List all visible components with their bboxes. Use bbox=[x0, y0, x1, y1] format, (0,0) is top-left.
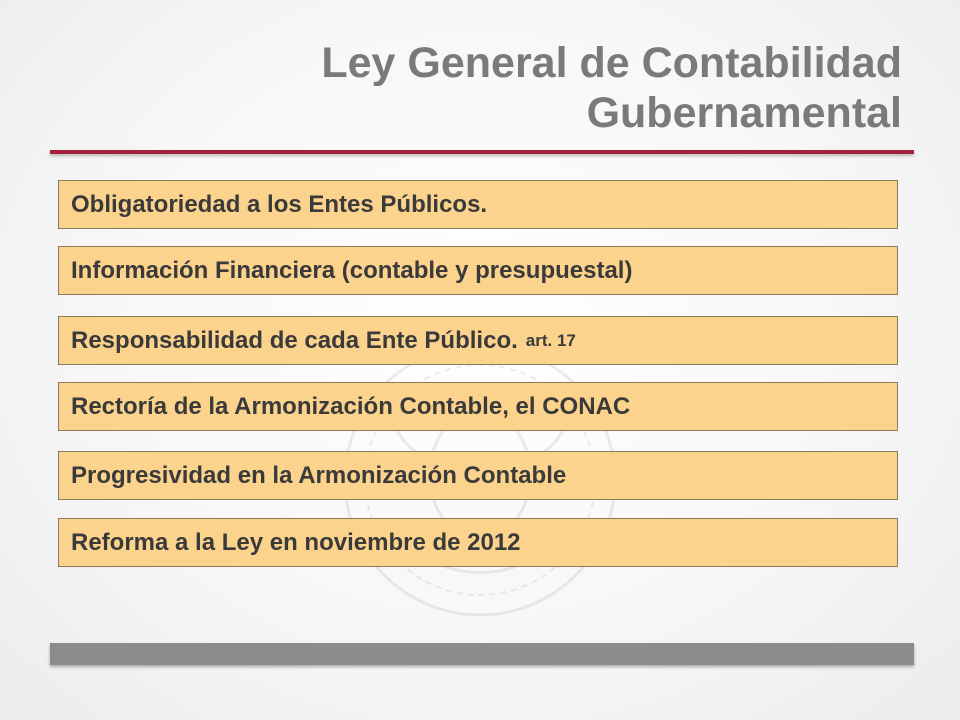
item-progresividad bbox=[58, 451, 898, 500]
title-divider bbox=[50, 150, 914, 154]
item-label: Reforma a la Ley en noviembre de 2012 bbox=[71, 528, 521, 556]
item-reforma bbox=[58, 518, 898, 567]
item-label: Rectoría de la Armonización Contable, el CONAC bbox=[71, 392, 631, 420]
item-label: Responsabilidad de cada Ente Público. bbox=[71, 326, 518, 354]
item-responsabilidad bbox=[58, 316, 898, 365]
item-label: Obligatoriedad a los Entes Públicos. bbox=[71, 190, 488, 218]
item-rectoria bbox=[58, 382, 898, 431]
title-line-1: Ley General de Contabilidad bbox=[321, 39, 902, 87]
footer-band bbox=[50, 643, 914, 665]
slide-title bbox=[321, 38, 902, 138]
item-label: Progresividad en la Armonización Contable bbox=[71, 461, 567, 489]
item-reference: art. 17 bbox=[525, 330, 576, 350]
item-informacion-financiera bbox=[58, 246, 898, 295]
item-label: Información Financiera (contable y presupuestal) bbox=[71, 256, 633, 284]
item-obligatoriedad bbox=[58, 180, 898, 229]
title-line-2: Gubernamental bbox=[586, 89, 902, 137]
